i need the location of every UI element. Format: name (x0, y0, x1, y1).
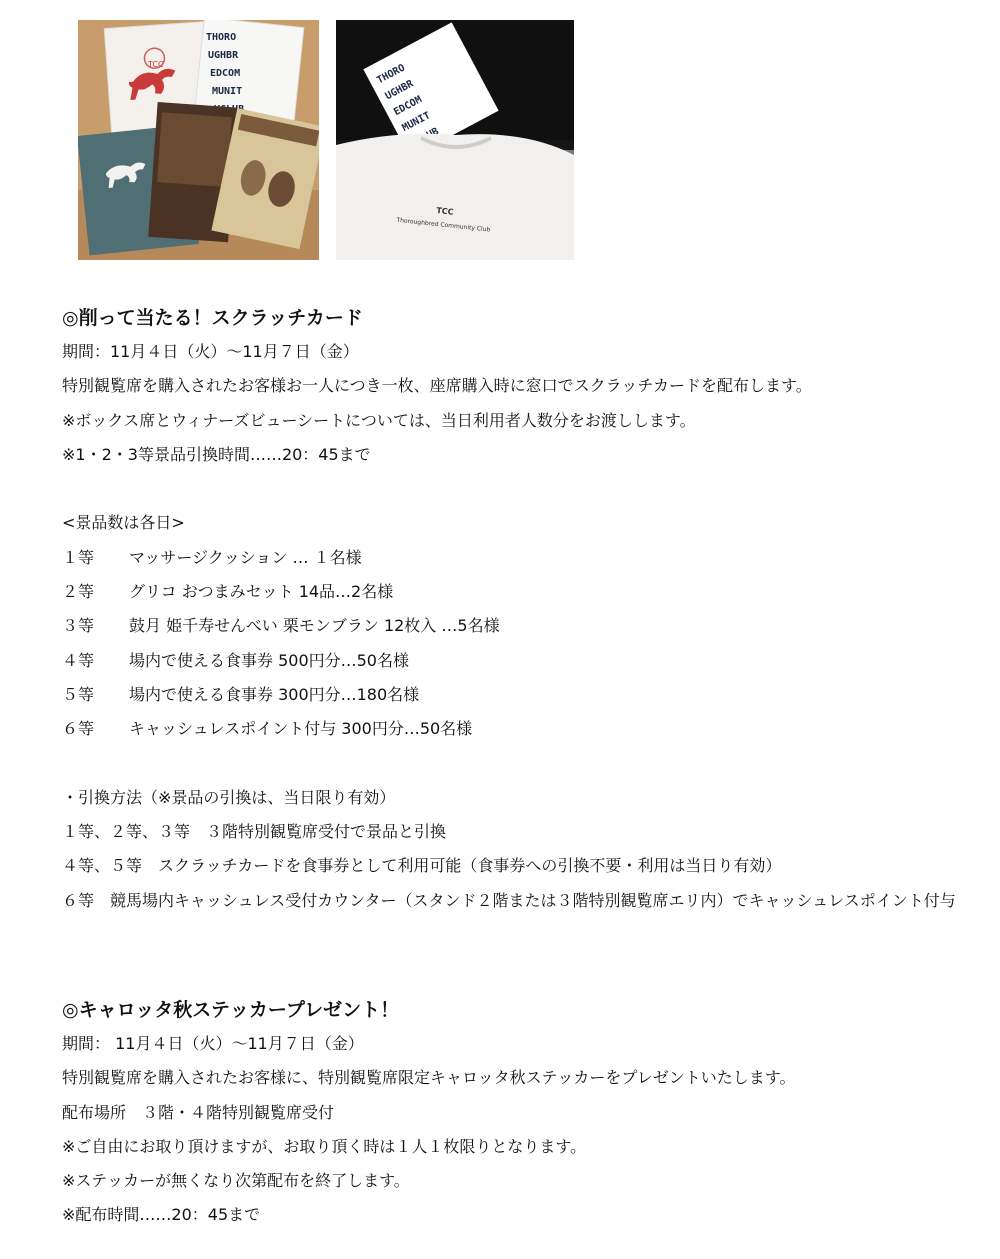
svg-text:EDCOM: EDCOM (392, 94, 424, 119)
prize-row (62, 609, 972, 643)
exchange-header: ・引換方法（※景品の引換は、当日限り有効） (62, 787, 396, 807)
sticker-note-time: ※配布時間……20：45まで (62, 1205, 261, 1225)
prize-row (62, 644, 972, 678)
prize-rank: ５等 (62, 684, 95, 704)
prize-row (62, 678, 972, 712)
tcc-logo-text: TCC (148, 60, 164, 69)
prize-rank: ２等 (62, 582, 95, 602)
svg-text:EDCOM: EDCOM (210, 68, 241, 79)
sticker-place: 配布場所 ３階・４階特別観覧席受付 (62, 1102, 335, 1122)
prize-item: マッサージクッション … １名様 (129, 547, 362, 567)
prize-item: 場内で使える食事券 300円分…180名様 (129, 684, 420, 704)
sticker-description: 特別観覧席を購入されたお客様に、特別観覧席限定キャロッタ秋ステッカーをプレゼントいたします。 (62, 1068, 796, 1088)
clear-folders-photo (78, 20, 319, 260)
prize-rank: ３等 (62, 616, 95, 636)
sticker-heading: ◎キャロッタ秋ステッカープレゼント！ (62, 999, 400, 1021)
prize-list-header: <景品数は各日> (62, 513, 185, 533)
scratch-note-box-seats: ※ボックス席とウィナーズビューシートについては、当日利用者人数分をお渡しします。 (62, 410, 696, 430)
clear-folders-illustration (78, 20, 319, 260)
tshirts-photo (336, 20, 574, 260)
prize-rank: ４等 (62, 650, 95, 670)
prize-item: 場内で使える食事券 500円分…50名様 (129, 650, 409, 670)
scratch-heading: ◎削って当たる！スクラッチカード (62, 307, 363, 329)
prize-item: キャッシュレスポイント付与 300円分…50名様 (129, 719, 473, 739)
scratch-note-exchange-time: ※1・2・3等景品引換時間……20：45まで (62, 444, 371, 464)
prize-rank: １等 (62, 547, 95, 567)
prize-row (62, 712, 972, 746)
prize-item: グリコ おつまみセット 14品…2名様 (129, 582, 394, 602)
svg-text:THORO: THORO (206, 32, 237, 43)
exchange-method-6: ６等 競馬場内キャッシュレス受付カウンター（スタンド２階または３階特別観覧席エリ内）でキャッシュレスポイント付与 (62, 890, 956, 910)
svg-text:UGHBR: UGHBR (208, 50, 239, 61)
svg-text:MUNIT: MUNIT (400, 110, 433, 135)
tshirt-title: TCC (435, 205, 454, 217)
sticker-note-end: ※ステッカーが無くなり次第配布を終了します。 (62, 1171, 410, 1191)
sticker-section (62, 993, 972, 1233)
svg-text:MUNIT: MUNIT (212, 86, 243, 97)
scratch-description: 特別観覧席を購入されたお客様お一人につき一枚、座席購入時に窓口でスクラッチカードを配布します。 (62, 376, 812, 396)
prize-row (62, 541, 972, 575)
tshirts-illustration (336, 20, 574, 260)
svg-text:THORO: THORO (375, 62, 407, 87)
svg-text:UGHBR: UGHBR (383, 78, 416, 103)
scratch-period: 期間：11月４日（火）〜11月７日（金） (62, 342, 359, 361)
scratch-card-section (62, 301, 972, 918)
sticker-period: 期間： 11月４日（火）〜11月７日（金） (62, 1034, 364, 1053)
tshirt-subtitle: Thoroughbred Community Club (396, 216, 491, 234)
prize-item: 鼓月 姫千寿せんべい 栗モンブラン 12枚入 …5名様 (129, 616, 500, 636)
exchange-method-1-3: １等、２等、３等 ３階特別観覧席受付で景品と引換 (62, 822, 447, 842)
prize-rank: ６等 (62, 719, 95, 739)
sticker-note-limit: ※ご自由にお取り頂けますが、お取り頂く時は１人１枚限りとなります。 (62, 1136, 587, 1156)
prize-row (62, 575, 972, 609)
exchange-method-4-5: ４等、５等 スクラッチカードを食事券として利用可能（食事券への引換不要・利用は当日り有効） (62, 856, 782, 876)
